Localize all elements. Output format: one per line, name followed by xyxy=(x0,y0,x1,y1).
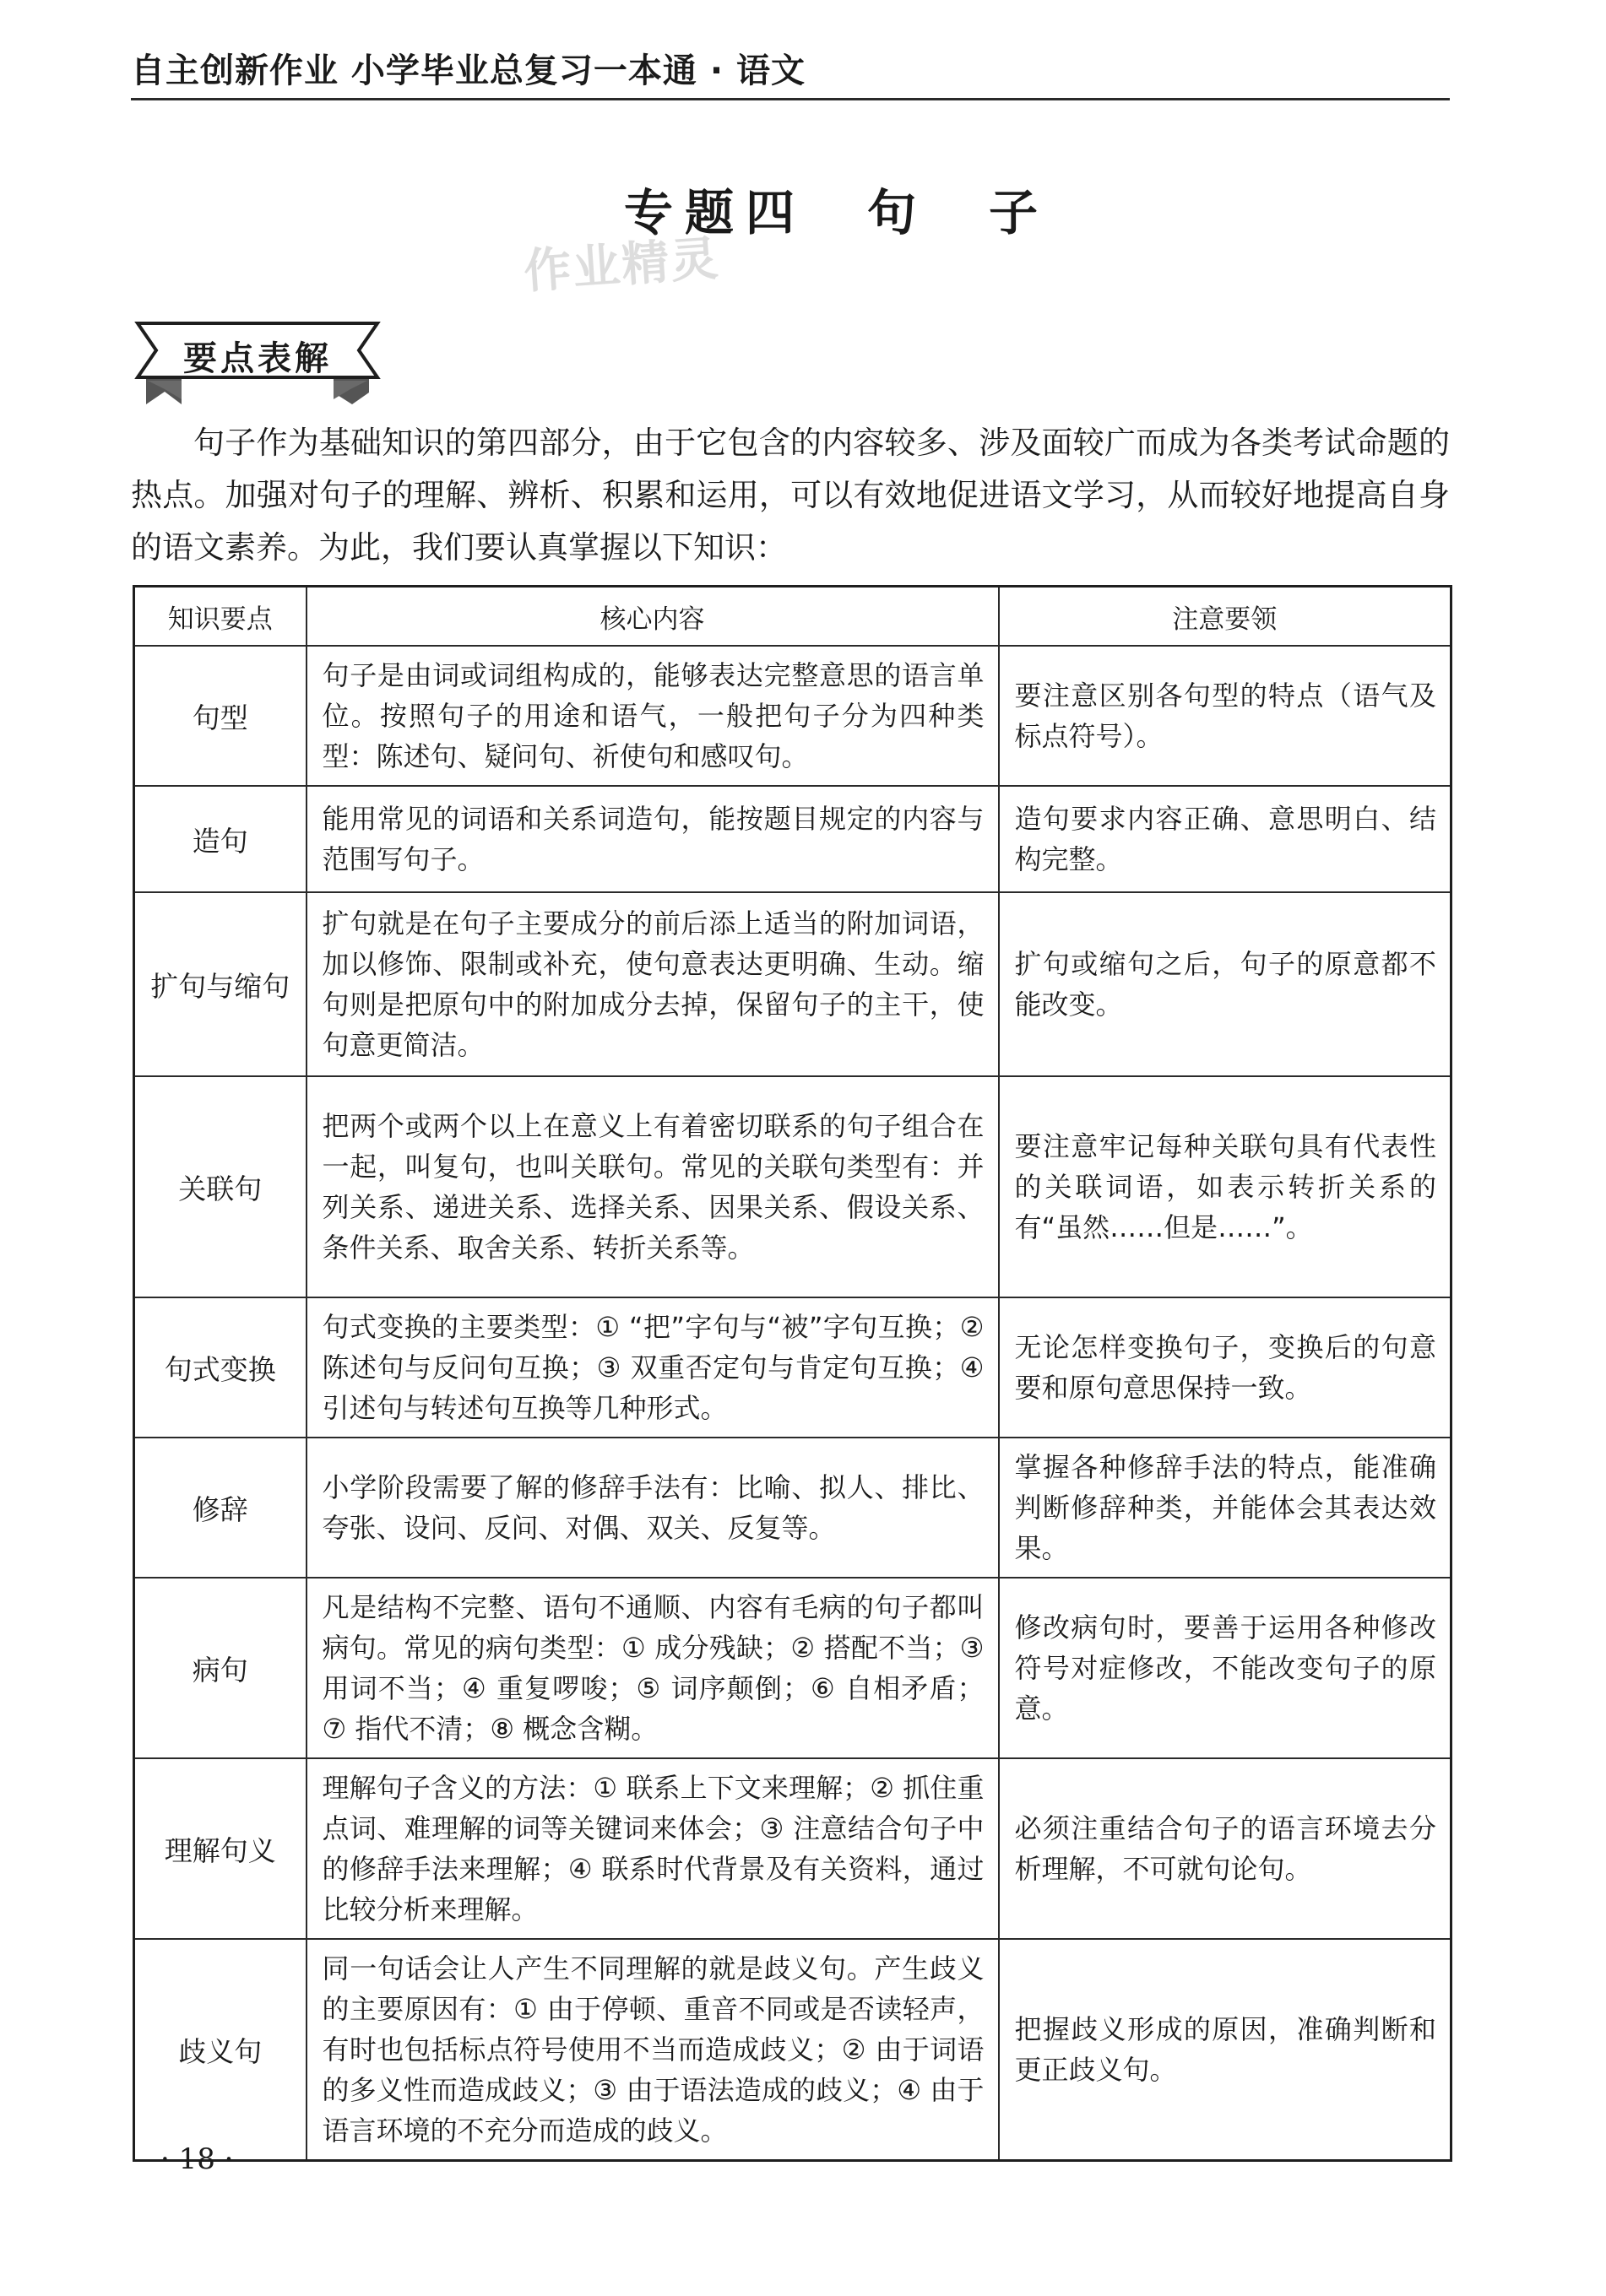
intro-paragraph: 句子作为基础知识的第四部分，由于它包含的内容较多、涉及面较广而成为各类考试命题的热点。加强对句子的理解、辨析、积累和运用，可以有效地促进语文学习，从而较好地提高自身的语文素养。为此，我们要认真掌握以下知识： xyxy=(131,425,1450,566)
table-header-row xyxy=(134,587,1451,647)
row-point: 句型 xyxy=(134,646,307,786)
running-header: 自主创新作业 小学毕业总复习一本通 · 语文 xyxy=(131,51,806,90)
row-core: 把两个或两个以上在意义上有着密切联系的句子组合在一起，叫复句，也叫关联句。常见的关联句类型有：并列关系、递进关系、选择关系、因果关系、假设关系、条件关系、取舍关系、转折关系等。 xyxy=(307,1076,999,1297)
knowledge-table xyxy=(133,585,1452,2162)
header-rule xyxy=(131,98,1450,100)
row-core: 小学阶段需要了解的修辞手法有：比喻、拟人、排比、夸张、设问、反问、对偶、双关、反复等。 xyxy=(307,1438,999,1578)
table-row xyxy=(134,1076,1451,1297)
row-core: 凡是结构不完整、语句不通顺、内容有毛病的句子都叫病句。常见的病句类型：① 成分残缺；② 搭配不当；③ 用词不当；④ 重复啰唆；⑤ 词序颠倒；⑥ 自相矛盾；⑦ 指代不清；⑧ 概念含糊。 xyxy=(307,1578,999,1758)
section-banner xyxy=(131,317,384,409)
row-point: 句式变换 xyxy=(134,1297,307,1438)
page-number: · 18 · xyxy=(160,2142,234,2176)
row-point: 关联句 xyxy=(134,1076,307,1297)
row-note: 扩句或缩句之后，句子的原意都不能改变。 xyxy=(999,892,1451,1076)
row-note: 要注意牢记每种关联句具有代表性的关联词语，如表示转折关系的有“虽然……但是……”。 xyxy=(999,1076,1451,1297)
page-title: 专题四 句 子 xyxy=(623,184,1050,241)
watermark: 作业精灵 xyxy=(522,230,722,301)
row-point: 造句 xyxy=(134,786,307,892)
column-header-point: 知识要点 xyxy=(134,587,307,647)
table-row xyxy=(134,1578,1451,1758)
column-header-core: 核心内容 xyxy=(307,587,999,647)
row-core: 理解句子含义的方法：① 联系上下文来理解；② 抓住重点词、难理解的词等关键词来体会；③ 注意结合句子中的修辞手法来理解；④ 联系时代背景及有关资料，通过比较分析来理解。 xyxy=(307,1758,999,1939)
column-header-note: 注意要领 xyxy=(999,587,1451,647)
table-row xyxy=(134,892,1451,1076)
row-note: 造句要求内容正确、意思明白、结构完整。 xyxy=(999,786,1451,892)
table-row xyxy=(134,786,1451,892)
row-point: 扩句与缩句 xyxy=(134,892,307,1076)
row-note: 要注意区别各句型的特点（语气及标点符号）。 xyxy=(999,646,1451,786)
row-note: 修改病句时，要善于运用各种修改符号对症修改，不能改变句子的原意。 xyxy=(999,1578,1451,1758)
row-core: 句式变换的主要类型：① “把”字句与“被”字句互换；② 陈述句与反问句互换；③ 双重否定句与肯定句互换；④ 引述句与转述句互换等几种形式。 xyxy=(307,1297,999,1438)
section-banner-label: 要点表解 xyxy=(183,339,332,378)
table-row xyxy=(134,1438,1451,1578)
row-point: 理解句义 xyxy=(134,1758,307,1939)
row-point: 歧义句 xyxy=(134,1939,307,2161)
row-note: 掌握各种修辞手法的特点，能准确判断修辞种类，并能体会其表达效果。 xyxy=(999,1438,1451,1578)
row-note: 无论怎样变换句子，变换后的句意要和原句意思保持一致。 xyxy=(999,1297,1451,1438)
row-core: 能用常见的词语和关系词造句，能按题目规定的内容与范围写句子。 xyxy=(307,786,999,892)
row-core: 句子是由词或词组构成的，能够表达完整意思的语言单位。按照句子的用途和语气，一般把句子分为四种类型：陈述句、疑问句、祈使句和感叹句。 xyxy=(307,646,999,786)
table-row xyxy=(134,1297,1451,1438)
row-note: 必须注重结合句子的语言环境去分析理解，不可就句论句。 xyxy=(999,1758,1451,1939)
table-row xyxy=(134,1939,1451,2161)
row-core: 同一句话会让人产生不同理解的就是歧义句。产生歧义的主要原因有：① 由于停顿、重音不同或是否读轻声，有时也包括标点符号使用不当而造成歧义；② 由于词语的多义性而造成歧义；③ 由于语法造成的歧义；④ 由于语言环境的不充分而造成的歧义。 xyxy=(307,1939,999,2161)
row-core: 扩句就是在句子主要成分的前后添上适当的附加词语，加以修饰、限制或补充，使句意表达更明确、生动。缩句则是把原句中的附加成分去掉，保留句子的主干，使句意更简洁。 xyxy=(307,892,999,1076)
table-row xyxy=(134,646,1451,786)
row-point: 病句 xyxy=(134,1578,307,1758)
table-row xyxy=(134,1758,1451,1939)
row-point: 修辞 xyxy=(134,1438,307,1578)
row-note: 把握歧义形成的原因，准确判断和更正歧义句。 xyxy=(999,1939,1451,2161)
